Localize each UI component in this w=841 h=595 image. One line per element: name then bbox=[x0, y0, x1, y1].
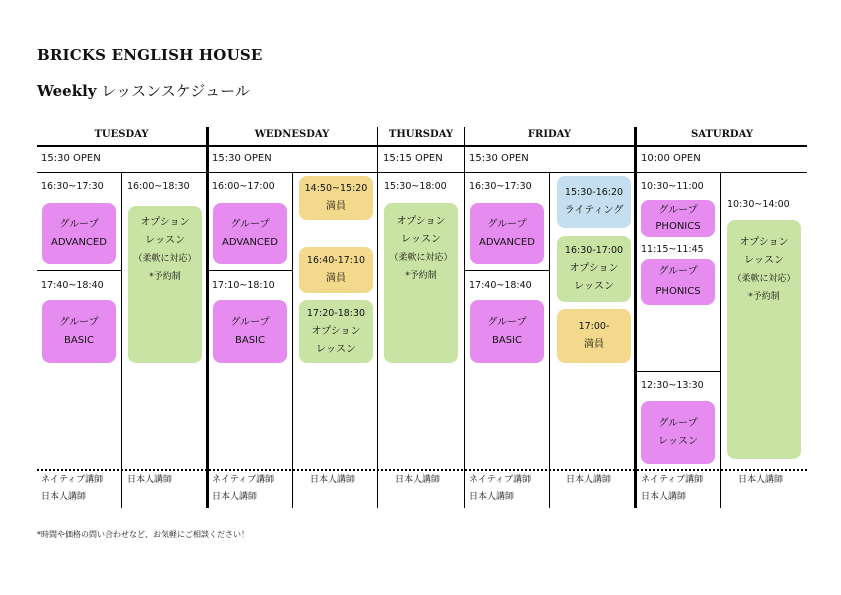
box-label: レッスン bbox=[658, 435, 698, 447]
tue-teachers-sub bbox=[127, 472, 172, 489]
fri-time-1: 16:30~17:30 bbox=[469, 181, 532, 192]
box-label: グループ bbox=[59, 316, 99, 328]
sat-time-4: 10:30~14:00 bbox=[727, 199, 790, 210]
teacher-japanese: 日本人講師 bbox=[566, 475, 612, 485]
sat-option-lesson bbox=[727, 220, 801, 459]
box-label: レッスン bbox=[316, 343, 356, 355]
fri-writing bbox=[557, 176, 631, 228]
box-label: グループ bbox=[658, 266, 698, 277]
divider-thu-fri bbox=[464, 127, 465, 508]
day-friday: FRIDAY bbox=[527, 129, 572, 140]
teacher-native: ネイティブ講師 bbox=[641, 475, 704, 485]
box-time: 16:40-17:10 bbox=[306, 255, 366, 266]
box-label: BASIC bbox=[235, 334, 265, 346]
teacher-native: ネイティブ講師 bbox=[212, 475, 275, 485]
day-saturday: SATURDAY bbox=[691, 129, 753, 140]
thu-time-1: 15:30~18:00 bbox=[384, 181, 447, 192]
box-label: ADVANCED bbox=[51, 236, 107, 248]
box-time: 14:50~15:20 bbox=[304, 183, 368, 194]
sat-time-3: 12:30~13:30 bbox=[641, 380, 704, 391]
fri-time-2: 17:40~18:40 bbox=[469, 280, 532, 291]
sat-group-lesson bbox=[641, 401, 715, 464]
fri-group-basic bbox=[470, 300, 544, 363]
teacher-divider bbox=[37, 469, 807, 471]
box-label: （柔軟に対応） bbox=[389, 253, 453, 263]
tue-teachers-main bbox=[41, 472, 103, 506]
open-saturday: 10:00 OPEN bbox=[641, 153, 701, 164]
box-label: *予約制 bbox=[748, 292, 780, 302]
box-label: （柔軟に対応） bbox=[732, 274, 796, 284]
box-label: グループ bbox=[487, 316, 527, 328]
open-row-line bbox=[37, 172, 807, 173]
subtitle-schedule: レッスンスケジュール bbox=[101, 82, 250, 100]
box-time: 15:30-16:20 bbox=[564, 187, 624, 198]
open-friday: 15:30 OPEN bbox=[469, 153, 529, 164]
fri-teachers-main bbox=[469, 472, 531, 506]
tue-time-1: 16:30~17:30 bbox=[41, 181, 104, 192]
wed-teachers-main bbox=[212, 472, 274, 506]
box-label: グループ bbox=[487, 218, 527, 230]
day-wednesday: WEDNESDAY bbox=[254, 129, 330, 140]
box-label: オプション bbox=[396, 216, 446, 227]
tue-split-line bbox=[37, 270, 121, 271]
tue-group-basic bbox=[42, 300, 116, 363]
box-label: ライティング bbox=[564, 205, 624, 216]
tue-time-2: 17:40~18:40 bbox=[41, 280, 104, 291]
box-label: グループ bbox=[59, 218, 99, 230]
header-top-line bbox=[37, 145, 807, 147]
box-label: グループ bbox=[230, 316, 270, 328]
thu-teachers bbox=[395, 472, 440, 489]
wed-time-2: 17:10~18:10 bbox=[212, 280, 275, 291]
wed-option-lesson bbox=[299, 300, 373, 363]
page-subtitle bbox=[37, 80, 250, 101]
sat-time-1: 10:30~11:00 bbox=[641, 181, 704, 192]
open-wednesday: 15:30 OPEN bbox=[212, 153, 272, 164]
box-label: グループ bbox=[658, 204, 698, 216]
sat-group-phonics-1 bbox=[641, 200, 715, 237]
box-label: ADVANCED bbox=[479, 236, 535, 248]
box-label: 満員 bbox=[326, 201, 346, 212]
box-label: *予約制 bbox=[149, 272, 181, 282]
subtitle-weekly: Weekly bbox=[37, 82, 97, 100]
sat-teachers-main bbox=[641, 472, 703, 506]
wed-group-advanced bbox=[213, 203, 287, 264]
sat-group-phonics-2 bbox=[641, 259, 715, 305]
box-label: ADVANCED bbox=[222, 236, 278, 248]
divider-fri-sat bbox=[634, 127, 637, 508]
box-label: グループ bbox=[230, 218, 270, 230]
wed-teachers-sub bbox=[310, 472, 355, 489]
box-time: 16:30-17:00 bbox=[564, 245, 624, 256]
box-label: BASIC bbox=[492, 334, 522, 346]
wed-group-basic bbox=[213, 300, 287, 363]
teacher-japanese: 日本人講師 bbox=[738, 475, 784, 485]
teacher-native: ネイティブ講師 bbox=[41, 475, 104, 485]
sat-teachers-sub bbox=[738, 472, 783, 489]
sat-split-line bbox=[637, 371, 720, 372]
teacher-japanese: 日本人講師 bbox=[41, 492, 87, 502]
footnote: *時間や価格の問い合わせなど、お気軽にご相談ください！ bbox=[37, 530, 249, 539]
divider-fri-sub bbox=[549, 172, 550, 508]
tue-group-advanced bbox=[42, 203, 116, 264]
wed-time-1: 16:00~17:00 bbox=[212, 181, 275, 192]
box-label: *予約制 bbox=[405, 271, 437, 281]
fri-group-advanced bbox=[470, 203, 544, 264]
divider-wed-sub bbox=[292, 172, 293, 508]
box-label: 満員 bbox=[584, 339, 604, 350]
fri-teachers-sub bbox=[566, 472, 611, 489]
box-label: オプション bbox=[311, 325, 361, 337]
box-label: オプション bbox=[140, 217, 190, 228]
divider-tue-sub bbox=[121, 172, 122, 508]
box-label: レッスン bbox=[574, 281, 614, 292]
fri-full bbox=[557, 309, 631, 363]
open-tuesday: 15:30 OPEN bbox=[41, 153, 101, 164]
sat-time-2: 11:15~11:45 bbox=[641, 244, 704, 255]
box-time: 17:20-18:30 bbox=[306, 307, 366, 319]
box-label: レッスン bbox=[744, 255, 784, 266]
teacher-japanese: 日本人講師 bbox=[310, 475, 356, 485]
wed-split-line bbox=[207, 270, 292, 271]
tue-option-lesson bbox=[128, 206, 202, 363]
box-label: オプション bbox=[739, 237, 789, 248]
box-label: オプション bbox=[569, 263, 619, 274]
box-label: レッスン bbox=[145, 235, 185, 246]
teacher-japanese: 日本人講師 bbox=[469, 492, 515, 502]
divider-wed-thu bbox=[377, 127, 378, 508]
wed-full-1 bbox=[299, 176, 373, 220]
teacher-native: ネイティブ講師 bbox=[469, 475, 532, 485]
box-label: （柔軟に対応） bbox=[133, 254, 197, 264]
teacher-japanese: 日本人講師 bbox=[395, 475, 441, 485]
box-label: PHONICS bbox=[655, 220, 701, 232]
day-tuesday: TUESDAY bbox=[94, 129, 149, 140]
box-label: 満員 bbox=[326, 273, 346, 284]
day-thursday: THURSDAY bbox=[388, 129, 454, 140]
open-thursday: 15:15 OPEN bbox=[383, 153, 443, 164]
teacher-japanese: 日本人講師 bbox=[127, 475, 173, 485]
page-title: BRICKS ENGLISH HOUSE bbox=[37, 46, 263, 64]
teacher-japanese: 日本人講師 bbox=[641, 492, 687, 502]
fri-option-lesson bbox=[557, 236, 631, 302]
box-label: BASIC bbox=[64, 334, 94, 346]
box-label: レッスン bbox=[401, 234, 441, 245]
divider-sat-sub bbox=[720, 172, 721, 508]
tue-time-3: 16:00~18:30 bbox=[127, 181, 190, 192]
divider-tue-wed bbox=[206, 127, 209, 508]
thu-option-lesson bbox=[384, 203, 458, 363]
box-time: 17:00- bbox=[578, 321, 610, 332]
fri-split-line bbox=[465, 270, 549, 271]
wed-full-2 bbox=[299, 247, 373, 293]
box-label: グループ bbox=[658, 417, 698, 429]
box-label: PHONICS bbox=[655, 286, 701, 297]
teacher-japanese: 日本人講師 bbox=[212, 492, 258, 502]
